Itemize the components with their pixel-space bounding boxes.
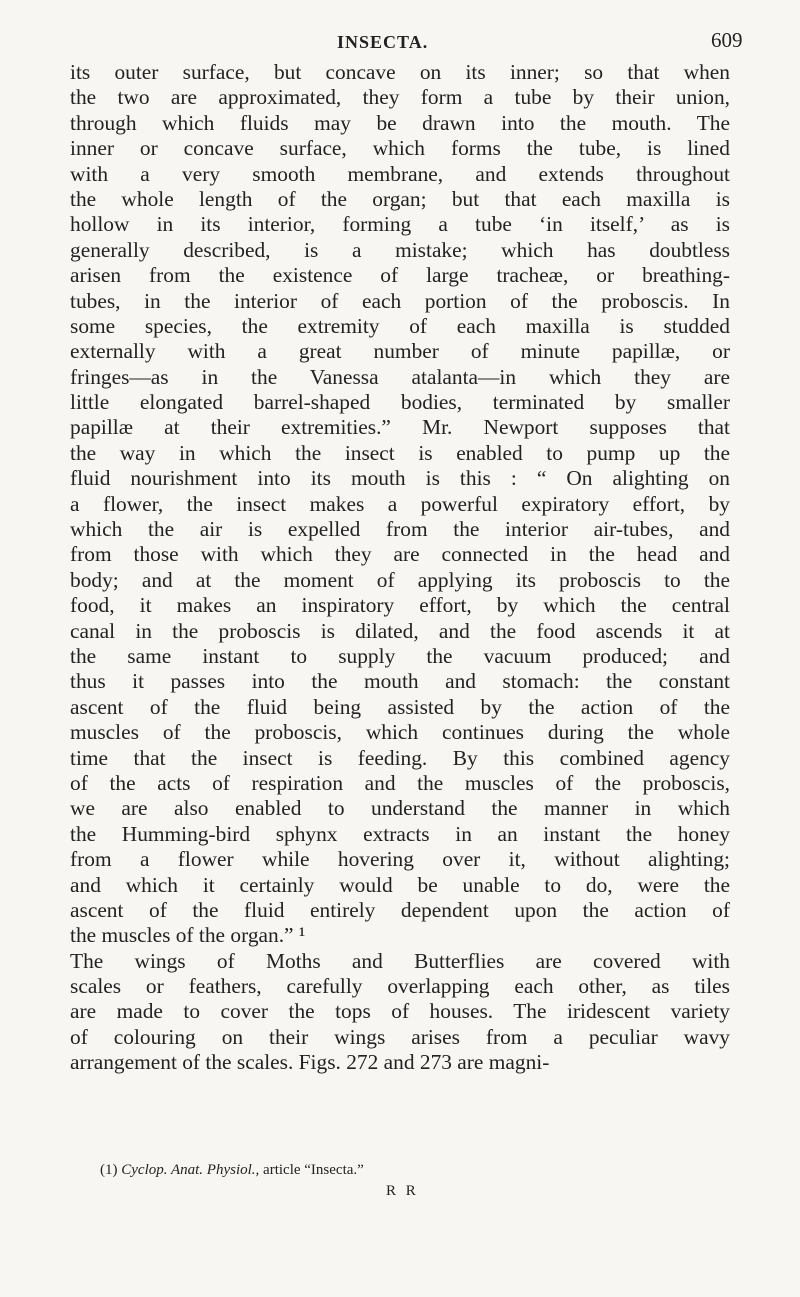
body-line: scales or feathers, carefully overlapping each other, as tiles [70, 974, 730, 999]
body-text [70, 60, 730, 1076]
signature-mark: R R [386, 1183, 419, 1199]
body-line: ascent of the fluid being assisted by the action of the [70, 694, 730, 719]
footnote-source: Cyclop. Anat. Physiol., [121, 1162, 260, 1178]
body-line: of the acts of respiration and the muscles of the proboscis, [70, 770, 730, 795]
body-line: tubes, in the interior of each portion of the proboscis. In [70, 288, 730, 313]
body-line: The wings of Moths and Butterflies are covered with [70, 948, 730, 973]
body-line: papillæ at their extremities.” Mr. Newport supposes that [70, 415, 730, 440]
body-line: some species, the extremity of each maxilla is studded [70, 313, 730, 338]
body-line: through which fluids may be drawn into the mouth. The [70, 110, 730, 135]
body-line: thus it passes into the mouth and stomach: the constant [70, 669, 730, 694]
body-line: are made to cover the tops of houses. The iridescent variety [70, 999, 730, 1024]
body-line: of colouring on their wings arises from a peculiar wavy [70, 1024, 730, 1049]
body-line: externally with a great number of minute papillæ, or [70, 339, 730, 364]
body-line: body; and at the moment of applying its proboscis to the [70, 567, 730, 592]
body-line: from a flower while hovering over it, without alighting; [70, 847, 730, 872]
body-line: fluid nourishment into its mouth is this : “ On alighting on [70, 466, 730, 491]
body-line: food, it makes an inspiratory effort, by which the central [70, 593, 730, 618]
body-line: and which it certainly would be unable to do, were the [70, 872, 730, 897]
body-line: little elongated barrel-shaped bodies, terminated by smaller [70, 390, 730, 415]
body-line: from those with which they are connected in the head and [70, 542, 730, 567]
body-line: its outer surface, but concave on its inner; so that when [70, 60, 730, 84]
body-line: arrangement of the scales. Figs. 272 and 273 are magni- [70, 1050, 550, 1075]
body-line: the muscles of the organ.” ¹ [70, 923, 306, 948]
running-head-title: INSECTA. [337, 32, 429, 52]
footnote [100, 1160, 364, 1180]
body-line: generally described, is a mistake; which has doubtless [70, 237, 730, 262]
body-line: we are also enabled to understand the manner in which [70, 796, 730, 821]
footnote-text: article “Insecta.” [263, 1162, 364, 1178]
running-head [0, 26, 800, 56]
body-line: the same instant to supply the vacuum produced; and [70, 643, 730, 668]
body-line: the two are approximated, they form a tube by their union, [70, 85, 730, 110]
body-line: which the air is expelled from the interior air-tubes, and [70, 517, 730, 542]
body-line: a flower, the insect makes a powerful expiratory effort, by [70, 491, 730, 516]
page-number: 609 [711, 28, 743, 52]
body-line: fringes—as in the Vanessa atalanta—in which they are [70, 364, 730, 389]
body-line: canal in the proboscis is dilated, and the food ascends it at [70, 618, 730, 643]
body-line: the way in which the insect is enabled to pump up the [70, 440, 730, 465]
body-line: the whole length of the organ; but that each maxilla is [70, 186, 730, 211]
body-line: the Humming-bird sphynx extracts in an instant the honey [70, 821, 730, 846]
body-line: arisen from the existence of large tracheæ, or breathing- [70, 263, 730, 288]
body-line: with a very smooth membrane, and extends throughout [70, 161, 730, 186]
body-line: muscles of the proboscis, which continues during the whole [70, 720, 730, 745]
body-line: time that the insect is feeding. By this combined agency [70, 745, 730, 770]
body-line: hollow in its interior, forming a tube ‘in itself,’ as is [70, 212, 730, 237]
body-line: ascent of the fluid entirely dependent upon the action of [70, 897, 730, 922]
body-line: inner or concave surface, which forms the tube, is lined [70, 136, 730, 161]
footnote-marker: (1) [100, 1162, 118, 1178]
